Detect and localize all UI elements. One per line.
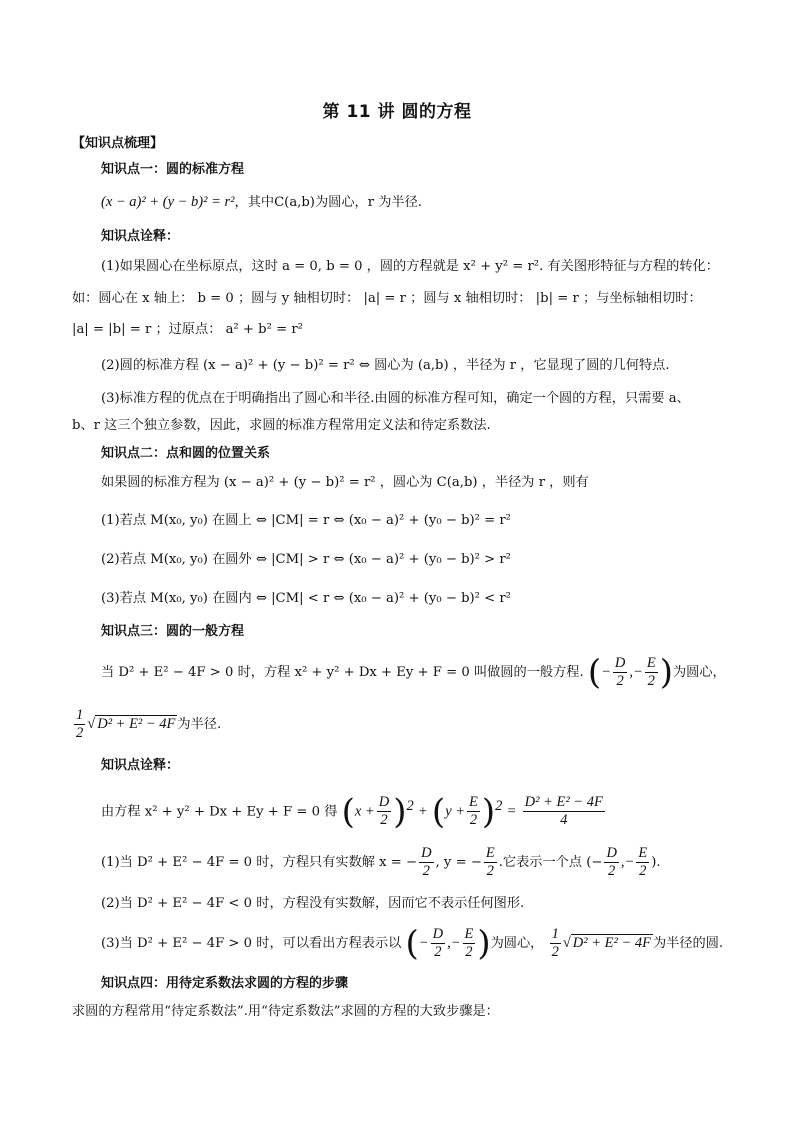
explain1-p1-line3: |a| = |b| = r ；过原点： a² + b² = r² [72, 322, 303, 337]
kp2-intro: 如果圆的标准方程为 (x − a)² + (y − b)² = r² ，圆心为 C(a,b) ，半径为 r ，则有 [101, 475, 589, 490]
section-header: 【知识点梳理】 [72, 136, 164, 151]
kp3-heading: 知识点三：圆的一般方程 [101, 624, 245, 639]
kp3-center-label: 为圆心， [672, 665, 726, 680]
kp2-case1: (1)若点 M(x₀, y₀) 在圆上 ⇔ |CM| = r ⇔ (x₀ − a)² + (y₀ − b)² = r² [101, 513, 511, 528]
kp3-line2: $\frac{1}{2}$ √ D² + E² − 4F 为半径. [76, 707, 222, 741]
eq-rhs-num: D² + E² − 4F [524, 794, 603, 811]
kp2-case2: (2)若点 M(x₀, y₀) 在圆外 ⇔ |CM| > r ⇔ (x₀ − a)² + (y₀ − b)² > r² [101, 552, 511, 567]
kp4-text: 求圆的方程常用“待定系数法”.用“待定系数法”求圆的方程的大致步骤是： [72, 1004, 499, 1019]
eq-rhs-den: 4 [560, 812, 568, 829]
kp2-case3: (3)若点 M(x₀, y₀) 在圆内 ⇔ |CM| < r ⇔ (x₀ − a)² + (y₀ − b)² < r² [101, 591, 511, 606]
kp2-heading: 知识点二：点和圆的位置关系 [101, 446, 271, 461]
explain2-case3: (3)当 D² + E² − 4F > 0 时，可以看出方程表示以 (− $\frac{D}{2}$ ,− $\frac{E}{2}$ )为圆心， $\frac{1}{2}$ √ D² + E² − 4F 为半径的圆. [101, 923, 724, 964]
explain1-p3-line1: (3)标准方程的优点在于明确指出了圆心和半径.由圆的标准方程可知，确定一个圆的方程，只需要 a、 [101, 391, 690, 406]
page-title: 第 11 讲 圆的方程 [322, 102, 472, 122]
explain1-p1-line1: (1)如果圆心在坐标原点，这时 a = 0, b = 0 ，圆的方程就是 x² + y² = r². 有关图形特征与方程的转化： [101, 259, 719, 274]
explain1-heading: 知识点诠释： [101, 229, 180, 244]
kp3-line1: 当 D² + E² − 4F > 0 时，方程 x² + y² + Dx + Ey + F = 0 叫做圆的一般方程. (− $\frac{D}{2}$ ,− $\frac{E}{2}$ )为圆心， [101, 652, 726, 693]
kp3-line1-text: 当 D² + E² − 4F > 0 时，方程 x² + y² + Dx + Ey + F = 0 叫做圆的一般方程. [101, 665, 584, 680]
explain2-case2: (2)当 D² + E² − 4F < 0 时，方程没有实数解，因而它不表示任何图形. [101, 896, 525, 911]
explain1-p2: (2)圆的标准方程 (x − a)² + (y − b)² = r² ⇔ 圆心为 (a,b) ，半径为 r ，它显现了圆的几何特点. [101, 358, 670, 373]
kp1-heading: 知识点一：圆的标准方程 [101, 162, 245, 177]
explain2-case1: (1)当 D² + E² − 4F = 0 时，方程只有实数解 x = − $\frac{D}{2}$ , y = − $\frac{E}{2}$ .它表示一个点 (− $\frac{D}{2}$ ,− $\frac{E}{2}$ ). [101, 845, 661, 879]
kp1-formula: (x − a)² + (y − b)² = r² [101, 194, 235, 210]
kp1-line [101, 192, 764, 213]
explain2-equation: 由方程 x² + y² + Dx + Ey + F = 0 得 (x + $\frac{D}{2}$ )$^2$ + (y + $\frac{E}{2}$ )$^2$ = $\frac{\text{D² + E² − 4F}}{4}$ [101, 791, 603, 832]
explain1-p3-line2: b、r 这三个独立参数，因此，求圆的标准方程常用定义法和待定系数法. [72, 418, 491, 433]
kp3-radius-label: 为半径. [177, 717, 222, 732]
explain1-p1-line2: 如：圆心在 x 轴上： b = 0 ；圆与 y 轴相切时： |a| = r ；圆与 x 轴相切时： |b| = r ；与坐标轴相切时： [72, 291, 702, 306]
kp1-text: ，其中C(a,b)为圆心，r 为半径. [234, 195, 422, 210]
kp4-heading: 知识点四：用待定系数法求圆的方程的步骤 [101, 976, 349, 991]
explain2-heading: 知识点诠释： [101, 758, 180, 773]
explain2-eq-text: 由方程 x² + y² + Dx + Ey + F = 0 得 [101, 804, 338, 820]
